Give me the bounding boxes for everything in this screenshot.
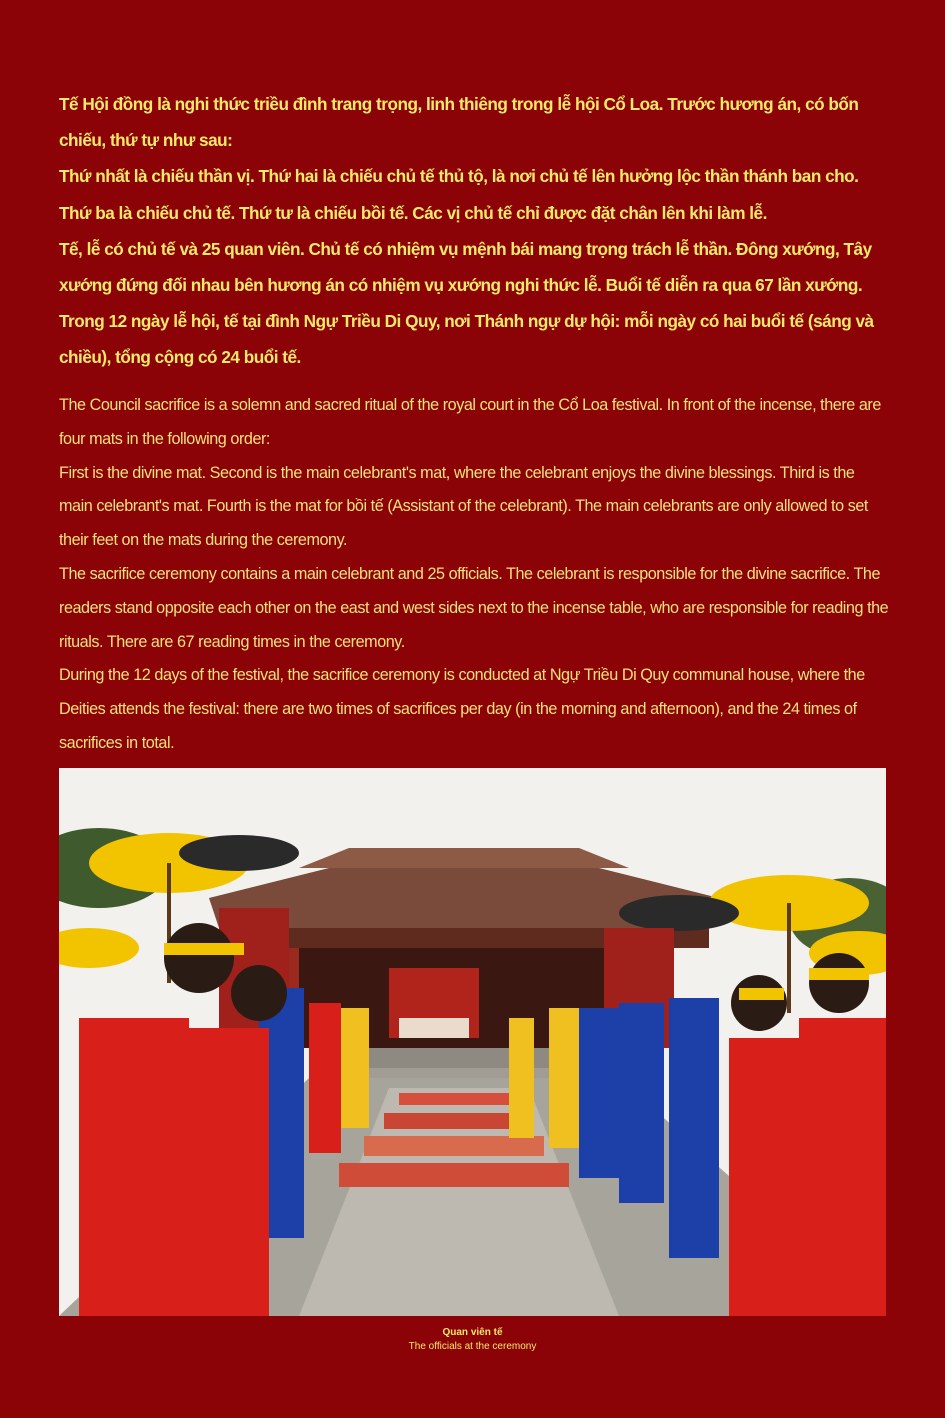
en-paragraph-1: The Council sacrifice is a solemn and sacred ritual of the royal court in the Cổ Loa festival. In front of the incense, there are four mats in the following order: [59,396,881,448]
caption-english: The officials at the ceremony [408,1341,537,1352]
en-paragraph-2: First is the divine mat. Second is the main celebrant's mat, where the celebrant enjoys the divine blessings. Third is the main celebrant's mat. Fourth is the mat for bồi tế (Assistant of the celebrant). The main celebrants are only allowed to set their feet on the mats during the ceremony. [59,463,868,550]
photo-caption [0,1325,945,1354]
vietnamese-text-block [59,86,889,376]
english-text-block [59,389,889,761]
vn-paragraph-4: Trong 12 ngày lễ hội, tế tại đình Ngự Triều Di Quy, nơi Thánh ngự dự hội: mỗi ngày có hai buổi tế (sáng và chiều), tổng cộng có 24 buổi tế. [59,311,874,368]
ceremony-illustration [59,768,886,1316]
caption-vietnamese: Quan viên tế [442,1327,503,1338]
en-paragraph-3: The sacrifice ceremony contains a main celebrant and 25 officials. The celebrant is responsible for the divine sacrifice. The readers stand opposite each other on the east and west sides next to the incense table, who are responsible for reading the rituals. There are 67 reading times in the ceremony. [59,564,889,651]
vn-paragraph-1: Tế Hội đồng là nghi thức triều đình trang trọng, linh thiêng trong lễ hội Cổ Loa. Trước hương án, có bốn chiếu, thứ tự như sau: [59,94,859,151]
vn-paragraph-2: Thứ nhất là chiếu thần vị. Thứ hai là chiếu chủ tế thủ tộ, là nơi chủ tế lên hưởng lộc thần thánh ban cho. Thứ ba là chiếu chủ tế. Thứ tư là chiếu bồi tế. Các vị chủ tế chỉ được đặt chân lên khi làm lễ. [59,166,859,223]
vn-paragraph-3: Tế, lễ có chủ tế và 25 quan viên. Chủ tế có nhiệm vụ mệnh bái mang trọng trách lễ thần. Đông xướng, Tây xướng đứng đối nhau bên hương án có nhiệm vụ xướng nghi thức lễ. Buổi tế diễn ra qua 67 lần xướng. [59,238,872,296]
en-paragraph-4: During the 12 days of the festival, the sacrifice ceremony is conducted at Ngự Triều Di Quy communal house, where the Deities attends the festival: there are two times of sacrifices per day (in the morning and afternoon), and the 24 times of sacrifices in total. [59,666,865,752]
ceremony-photo [59,768,886,1316]
